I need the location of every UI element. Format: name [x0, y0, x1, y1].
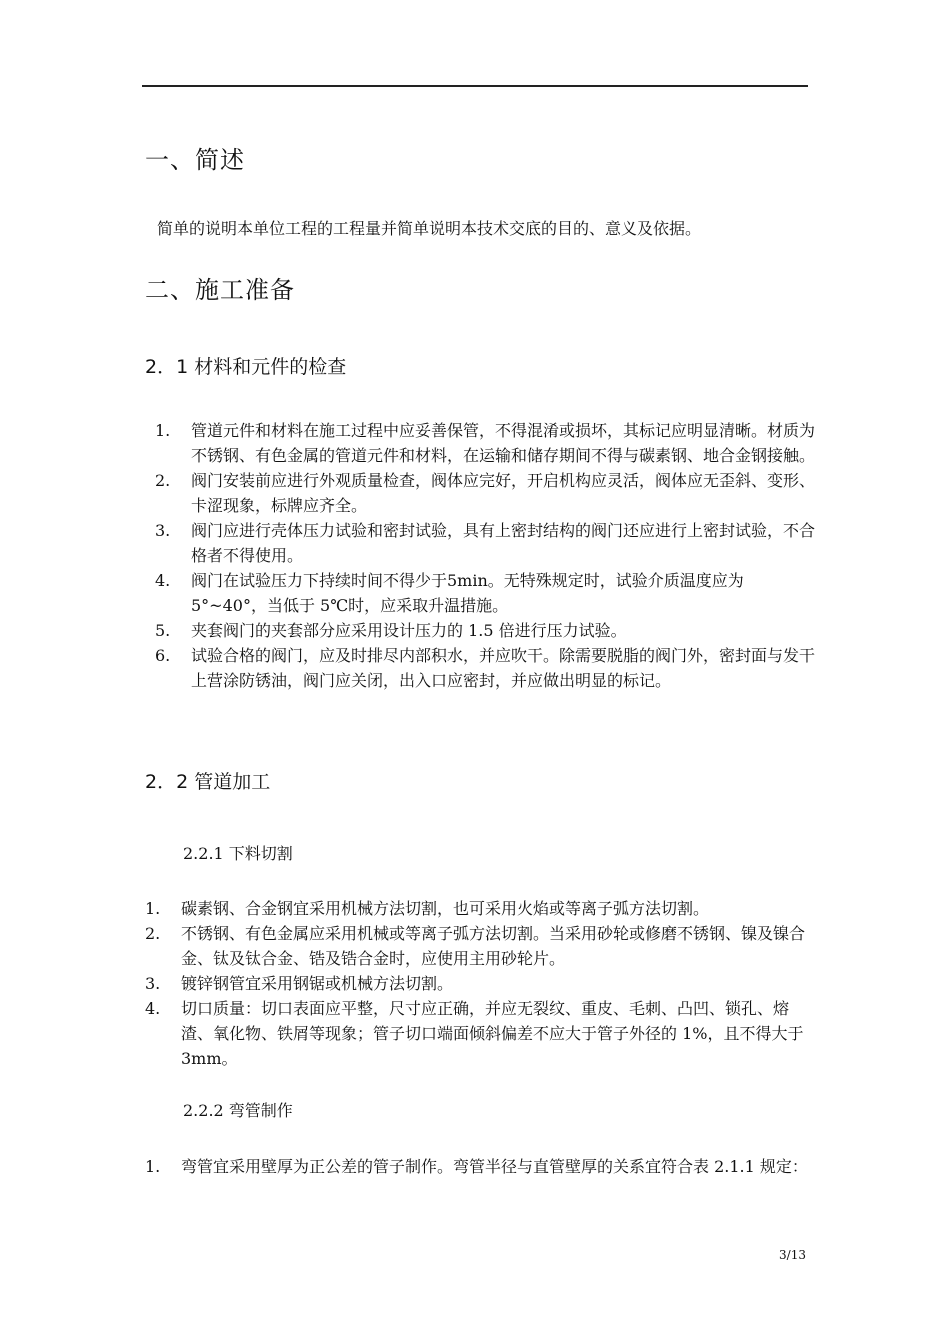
list-item: 6. 试验合格的阀门，应及时排尽内部积水，并应吹干。除需要脱脂的阀门外，密封面与发干上营涂防锈油，阀门应关闭，出入口应密封，并应做出明显的标记。 — [155, 646, 816, 690]
list-item: 1. 弯管宜采用壁厚为正公差的管子制作。弯管半径与直管壁厚的关系宜符合表 2.1.1 规定： — [145, 1157, 808, 1176]
list-item: 2. 阀门安装前应进行外观质量检查，阀体应完好，开启机构应灵活，阀体应无歪斜、变形、卡涩现象，标牌应齐全。 — [155, 471, 816, 515]
subsection-2-2-2-title: 2.2.2 弯管制作 — [183, 1101, 293, 1120]
cutting-list — [145, 896, 811, 1071]
section-2-title: 二、施工准备 — [145, 276, 295, 304]
list-item: 2. 不锈钢、有色金属应采用机械或等离子弧方法切割。当采用砂轮或修磨不锈钢、镍及镍合金、钛及钛合金、锆及锆合金时，应使用主用砂轮片。 — [145, 924, 806, 968]
bending-list — [145, 1154, 811, 1179]
subsection-2-2-1-title: 2.2.1 下料切割 — [183, 844, 293, 863]
section-1-text: 简单的说明本单位工程的工程量并简单说明本技术交底的目的、意义及依据。 — [157, 219, 702, 238]
list-item: 4. 切口质量：切口表面应平整，尺寸应正确，并应无裂纹、重皮、毛刺、凸凹、锁孔、熔渣、氧化物、铁屑等现象；管子切口端面倾斜偏差不应大于管子外径的 1%，且不得大于 3mm。 — [145, 999, 804, 1068]
subsection-2-1-title: 2．1 材料和元件的检查 — [145, 356, 347, 378]
subsection-2-2-title: 2．2 管道加工 — [145, 771, 271, 793]
materials-check-list — [155, 418, 815, 693]
list-item: 1. 管道元件和材料在施工过程中应妥善保管，不得混淆或损坏，其标记应明显清晰。材质为不锈钢、有色金属的管道元件和材料，在运输和储存期间不得与碳素钢、地合金钢接触。 — [155, 421, 816, 465]
list-item: 1. 碳素钢、合金钢宜采用机械方法切割，也可采用火焰或等离子弧方法切割。 — [145, 899, 710, 918]
page-number: 3/13 — [779, 1248, 806, 1262]
list-item: 3. 阀门应进行壳体压力试验和密封试验，具有上密封结构的阀门还应进行上密封试验，不合格者不得使用。 — [155, 521, 816, 565]
header-rule — [142, 85, 808, 87]
list-item: 4. 阀门在试验压力下持续时间不得少于5min。无特殊规定时，试验介质温度应为 5°~40°，当低于 5℃时，应采取升温措施。 — [155, 571, 744, 615]
section-1-title: 一、简述 — [145, 146, 245, 174]
list-item: 5. 夹套阀门的夹套部分应采用设计压力的 1.5 倍进行压力试验。 — [155, 621, 627, 640]
list-item: 3. 镀锌钢管宜采用钢锯或机械方法切割。 — [145, 974, 454, 993]
